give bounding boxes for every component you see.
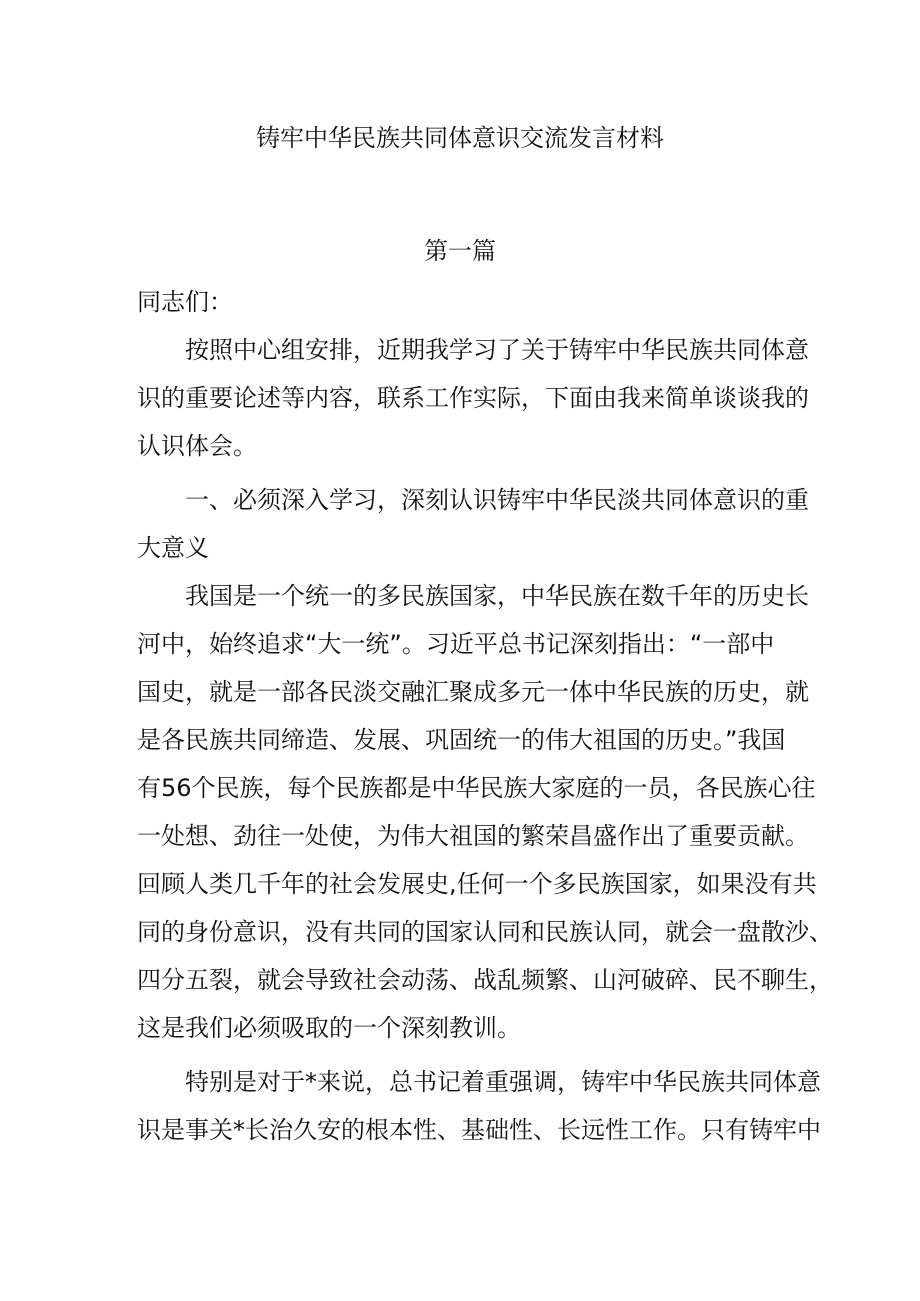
paragraph-line: 一处想、劲往一处使，为伟大祖国的繁荣昌盛作出了重要贡献。 <box>137 822 809 850</box>
paragraph-line: 按照中心组安排，近期我学习了关于铸牢中华民族共同体意 <box>185 336 809 364</box>
salutation-line: 同志们： <box>137 288 233 316</box>
paragraph-line: 我国是一个统一的多民族国家，中华民族在数千年的历史长 <box>185 582 809 610</box>
paragraph-line: 认识体会。 <box>137 432 257 460</box>
paragraph-line: 识的重要论述等内容，联系工作实际，下面由我来简单谈谈我的 <box>137 384 809 412</box>
paragraph-line: 回顾人类几千年的社会发展史,任何一个多民族国家，如果没有共 <box>137 870 817 898</box>
paragraph-line: 识是事关*长治久安的根本性、基础性、长远性工作。只有铸牢中 <box>137 1116 821 1144</box>
heading-line: 大意义 <box>137 534 209 562</box>
document-title: 铸牢中华民族共同体意识交流发言材料 <box>256 124 664 152</box>
paragraph-line: 特别是对于*来说，总书记着重强调，铸牢中华民族共同体意 <box>185 1068 821 1096</box>
heading-line: 一、必须深入学习，深刻认识铸牢中华民淡共同体意识的重 <box>185 486 809 514</box>
paragraph-line: 这是我们必须吸取的一个深刻教训。 <box>137 1014 521 1042</box>
paragraph-line: 是各民族共同缔造、发展、巩固统一的伟大祖国的历史。”我国 <box>137 726 786 754</box>
section-heading: 第一篇 <box>424 237 496 265</box>
paragraph-line: 国史，就是一部各民淡交融汇聚成多元一体中华民族的历史，就 <box>137 678 809 706</box>
paragraph-line: 同的身份意识，没有共同的国家认同和民族认同，就会一盘散沙、 <box>137 918 833 946</box>
paragraph-line: 河中，始终追求“大一统”。习近平总书记深刻指出：“一部中 <box>137 630 775 658</box>
paragraph-line: 有56个民族，每个民族都是中华民族大家庭的一员，各民族心往 <box>137 774 816 802</box>
paragraph-line: 四分五裂，就会导致社会动荡、战乱频繁、山河破碎、民不聊生， <box>137 966 833 994</box>
